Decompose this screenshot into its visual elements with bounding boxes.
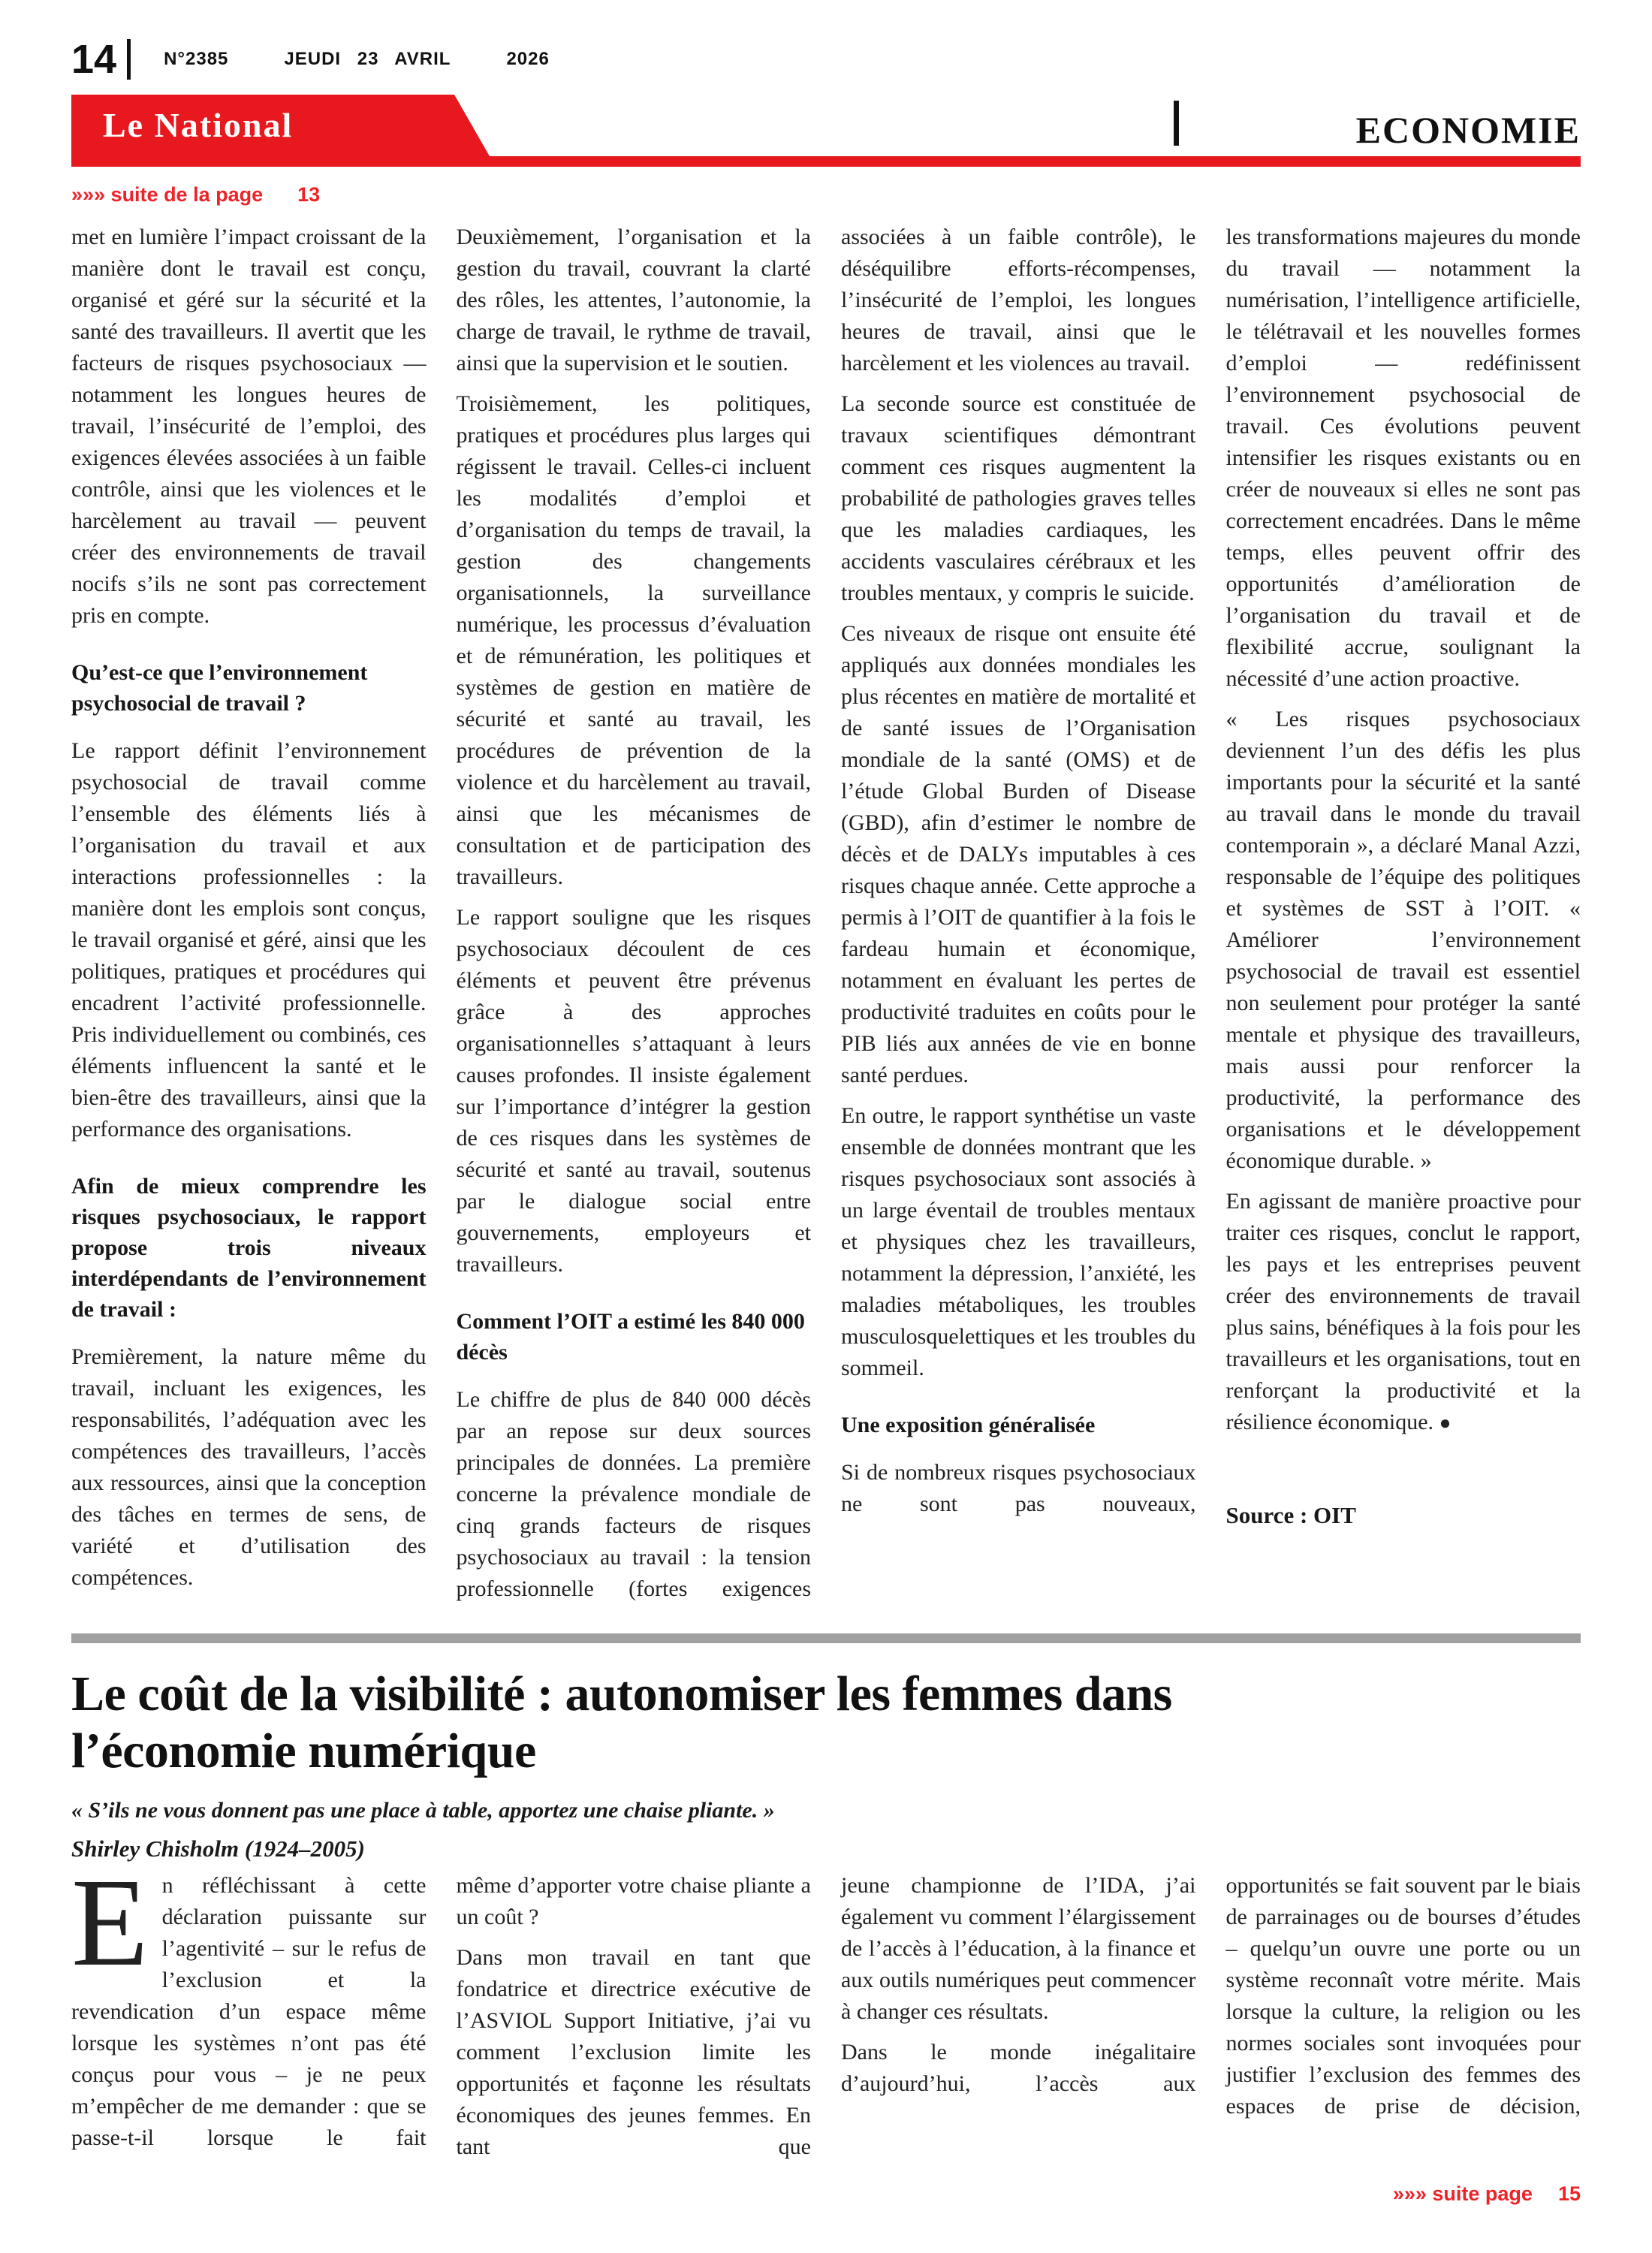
- article-headline: [71, 1666, 1581, 1780]
- masthead-row: [71, 95, 1581, 167]
- paragraph: [1226, 1186, 1581, 1439]
- continued-on-line: [1393, 2182, 1581, 2206]
- headline-line-1: Le coût de la visibilité : autonomiser les femmes dans: [71, 1666, 1172, 1721]
- paragraph: jeune championne de l’IDA, j’ai également vu comment l’élargissement de l’accès à l’éducation, à la finance et aux outils numériques peut commencer à changer ces résultats.: [841, 1873, 1196, 2024]
- paragraph: En outre, le rapport synthétise un vaste ensemble de données montrant que les risques psychosociaux sont associés à un large éventail de troubles mentaux et physiques chez les travailleurs, notamment la dépression, l’anxiété, les maladies métaboliques, les troubles musculosquelettiques et les troubles du sommeil.: [841, 1103, 1196, 1380]
- subheading: Comment l’OIT a estimé les 840 000 décès: [456, 1309, 805, 1365]
- subheading: Une exposition généralisée: [841, 1413, 1096, 1437]
- headline-line-2: l’économie numérique: [71, 1724, 536, 1778]
- continued-from-label: »»» suite de la page: [71, 183, 264, 206]
- article-divider-bar: [71, 1633, 1581, 1643]
- issue-date: JEUDI 23 AVRIL: [284, 49, 451, 69]
- continued-on-page: 15: [1557, 2182, 1581, 2205]
- source-credit: Source : OIT: [1225, 1502, 1356, 1528]
- article-column-2: [457, 222, 812, 1608]
- paragraph: Le rapport souligne que les risques psychosociaux découlent de ces éléments et peuvent être prévenus grâce à des approches organisationnelles s’attaquant à leurs causes profondes. Il insiste également sur l’importance d’intégrer la gestion de ces risques dans les systèmes de sécurité et santé au travail, soutenus par le dialogue social entre gouvernements, employeurs et travailleurs.: [456, 905, 811, 1277]
- paragraph-text: n réfléchissant à cette déclaration puissante sur l’agentivité – sur le refus de l’exclusion et la revendication d’un espace même lorsque les systèmes n’ont pas été conçus pour vous – je ne peux m’empêcher de me demander : que se passe-t-il lorsque le fait: [71, 1873, 427, 2150]
- issue-number: N°2385: [164, 49, 229, 69]
- article-column-2: [457, 1870, 812, 2163]
- paragraph: met en lumière l’impact croissant de la manière dont le travail est conçu, organisé et géré sur la sécurité et la santé des travailleurs. Il avertit que les facteurs de risques psychosociaux — notamment les longues heures de travail, l’insécurité de l’emploi, des exigences élevées associées à un faible contrôle, ainsi que les violences et le harcèlement au travail — peuvent créer des environnements de travail nocifs s’ils ne sont pas correctement pris en compte.: [71, 225, 427, 628]
- article-cost-of-visibility: [71, 1666, 1581, 2163]
- paragraph: les transformations majeures du monde du travail — notamment la numérisation, l’intelligence artificielle, le télétravail et les nouvelles formes d’emploi — redéfinissent l’environnement psychosocial de travail. Ces évolutions peuvent intensifier les risques existants ou en créer de nouveaux si elles ne sont pas correctement encadrées. Dans le même temps, elles peuvent offrir des opportunités d’amélioration de l’organisation du travail et de flexibilité accrue, soulignant la nécessité d’une action proactive.: [1225, 225, 1581, 691]
- paragraph: Le chiffre de plus de 840 000 décès par an repose sur deux sources principales de données. La première concerne la prévalence mondiale de cinq grands facteurs de risques psychosociaux au travail : la tension professionnelle (fortes exigences: [456, 1387, 811, 1601]
- lead-bold-paragraph: Afin de mieux comprendre les risques psychosociaux, le rapport propose trois niveaux interdépendants de l’environnement de travail :: [71, 1174, 427, 1322]
- folio-divider-bar: [127, 39, 131, 80]
- paragraph-text: En agissant de manière proactive pour traiter ces risques, conclut le rapport, les pays et les entreprises peuvent créer des environnements de travail plus sains, bénéfiques à la fois pour les travailleurs et les organisations, tout en renforçant la productivité et la résilience économique.: [1225, 1189, 1581, 1434]
- paragraph: Le rapport définit l’environnement psychosocial de travail comme l’ensemble des éléments liés à l’organisation du travail et aux interactions professionnelles : la manière dont les emplois sont conçus, le travail organisé et géré, ainsi que les politiques, pratiques et procédures qui encadrent l’activité professionnelle. Pris individuellement ou combinés, ces éléments influencent la santé et le bien-être des travailleurs, ainsi que la performance des organisations.: [71, 738, 427, 1142]
- page-header: [71, 35, 1581, 84]
- masthead-title: Le National: [103, 106, 294, 144]
- section-title: ECONOMIE: [1355, 109, 1581, 151]
- continued-from-page: 13: [297, 183, 321, 206]
- article-psychosocial-risks: [71, 222, 1581, 1608]
- issue-meta: [164, 49, 550, 70]
- paragraph: Si de nombreux risques psychosociaux ne sont pas nouveaux,: [841, 1460, 1196, 1516]
- section-divider-bar: [1174, 101, 1179, 146]
- article-column-1: [71, 222, 427, 1608]
- paragraph: Dans mon travail en tant que fondatrice et directrice exécutive de l’ASVIOL Support Initiative, j’ai vu comment l’exclusion limite les opportunités et façonne les résultats économiques des jeunes femmes. En tant que: [456, 1945, 811, 2159]
- issue-year: 2026: [506, 49, 550, 69]
- article-column-3: [841, 1870, 1196, 2163]
- paragraph: opportunités se fait souvent par le biais de parrainages ou de bourses d’études – quelqu’un ouvre une porte ou un système reconnaît votre mérite. Mais lorsque la culture, la religion ou les normes sociales sont invoquées pour justifier l’exclusion des femmes des espaces de prise de décision,: [1225, 1873, 1581, 2119]
- paragraph: La seconde source est constituée de travaux scientifiques démontrant comment ces risques augmentent la probabilité de pathologies graves telles que les maladies cardiaques, les accidents vasculaires cérébraux et les troubles mentaux, y compris le suicide.: [841, 391, 1196, 605]
- page-number: 14: [71, 37, 117, 82]
- paragraph: Troisièmement, les politiques, pratiques et procédures plus larges qui régissent le travail. Celles-ci incluent les modalités d’emploi et d’organisation du temps de travail, la gestion des changements organisationnels, la surveillance numérique, les processus d’évaluation et de rémunération, les politiques et systèmes de gestion en matière de sécurité et santé au travail, les procédures de prévention de la violence et du harcèlement au travail, ainsi que les mécanismes de consultation et de participation des travailleurs.: [456, 391, 811, 889]
- article-column-3: [841, 222, 1196, 1608]
- paragraph: Dans le monde inégalitaire d’aujourd’hui, l’accès aux: [841, 2040, 1196, 2096]
- paragraph: même d’apporter votre chaise pliante a un coût ?: [456, 1873, 811, 1929]
- epigraph-quote: « S’ils ne vous donnent pas une place à table, apportez une chaise pliante. »: [71, 1798, 775, 1823]
- paragraph: Deuxièmement, l’organisation et la gestion du travail, couvrant la clarté des rôles, les attentes, l’autonomie, la charge de travail, le rythme de travail, ainsi que la supervision et le soutien.: [456, 225, 811, 376]
- subheading: Qu’est-ce que l’environnement psychosocial de travail ?: [71, 660, 368, 716]
- paragraph: « Les risques psychosociaux deviennent l’un des défis les plus importants pour la sécurité et la santé au travail dans le monde du travail contemporain », a déclaré Manal Azzi, responsable de l’équipe des politiques et systèmes de SST à l’OIT. « Améliorer l’environnement psychosocial de travail est essentiel non seulement pour protéger la santé mentale et physique des travailleurs, mais aussi pour renforcer la productivité, la performance des organisations et le développement économique durable. »: [1225, 707, 1581, 1173]
- article-column-4: [1226, 222, 1581, 1608]
- quote-attribution: Shirley Chisholm (1924–2005): [71, 1835, 365, 1862]
- red-rule: [71, 156, 1581, 167]
- article2-columns: [71, 1853, 1581, 2163]
- paragraph: Ces niveaux de risque ont ensuite été appliqués aux données mondiales les plus récentes en matière de mortalité et de santé issues de l’Organisation mondiale de la santé (OMS) et de l’étude Global Burden of Disease (GBD), afin d’estimer le nombre de décès et de DALYs imputables à ces risques chaque année. Cette approche a permis à l’OIT de quantifier à la fois le fardeau humain et économique, notamment en évaluant les pertes de productivité traduites en coûts pour le PIB liés aux années de vie en bonne santé perdues.: [841, 621, 1196, 1087]
- article-column-1: [71, 1853, 427, 2163]
- continued-on-label: »»» suite page: [1392, 2182, 1533, 2205]
- drop-cap: E: [71, 1853, 149, 1992]
- paragraph: associées à un faible contrôle), le déséquilibre efforts-récompenses, l’insécurité de l’emploi, les longues heures de travail, ainsi que le harcèlement et les violences au travail.: [841, 225, 1196, 376]
- paragraph: Premièrement, la nature même du travail, incluant les exigences, les responsabilités, l’adéquation avec les compétences des travailleurs, l’accès aux ressources, ainsi que la conception des tâches en termes de sens, de variété et d’utilisation des compétences.: [71, 1344, 427, 1590]
- article-column-4: [1226, 1870, 1581, 2163]
- paragraph-with-dropcap: [71, 1853, 427, 2154]
- end-of-article-mark: ●: [1439, 1412, 1452, 1434]
- continued-from-line: [71, 183, 1581, 207]
